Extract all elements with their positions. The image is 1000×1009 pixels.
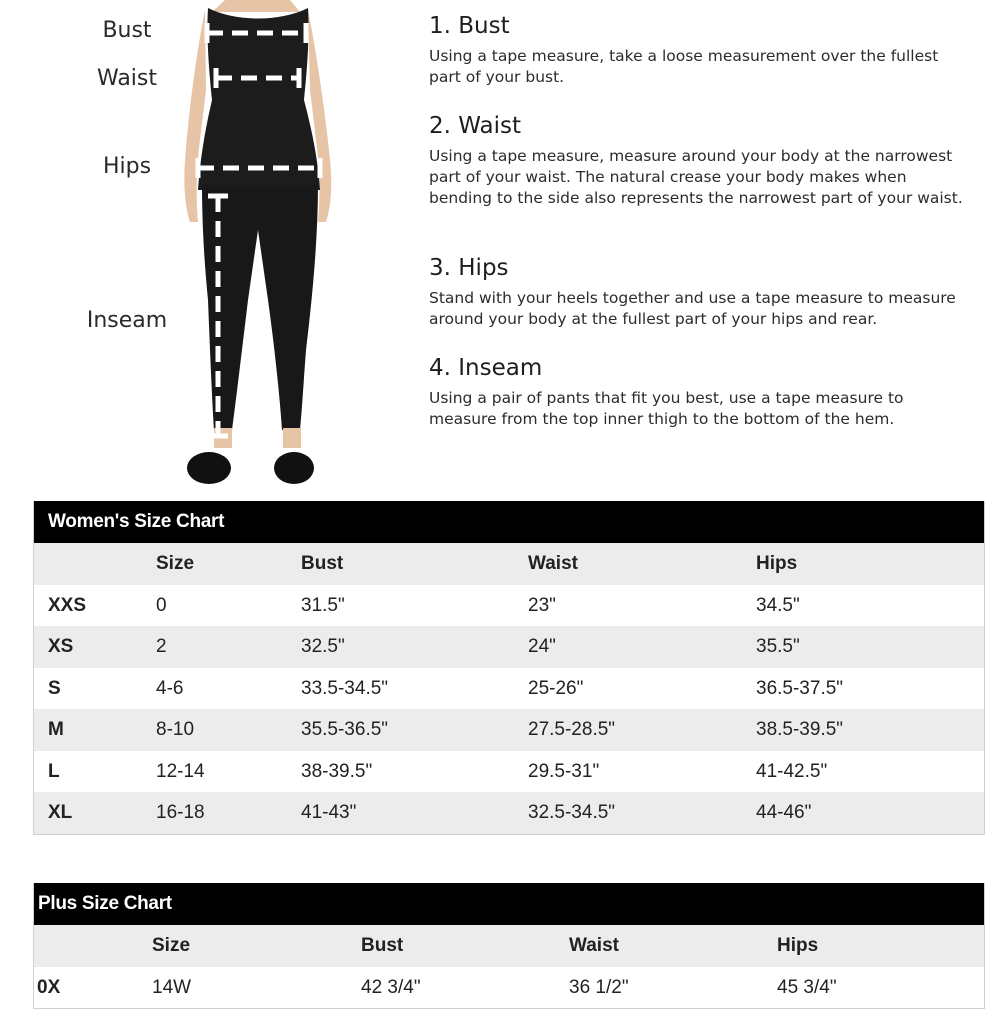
instruction-text: Using a pair of pants that fit you best, use a tape measure to measure from the top inner thigh to the bottom of the hem. — [429, 389, 904, 428]
plus-size-chart — [33, 883, 985, 1009]
instruction-hips — [429, 254, 969, 330]
bust-cell: 42 3/4" — [361, 976, 421, 998]
hips-label: Hips — [102, 154, 152, 179]
instruction-waist — [429, 112, 969, 209]
bust-cell: 31.5" — [301, 594, 345, 616]
table-row — [34, 967, 984, 1009]
bust-cell: 38-39.5" — [301, 760, 373, 782]
table-header-row — [34, 925, 984, 967]
hips-cell: 35.5" — [756, 636, 800, 657]
table-row — [34, 626, 984, 668]
size-cell: 2 — [156, 636, 167, 657]
table-row — [34, 668, 984, 710]
size-cell: 12-14 — [156, 760, 205, 782]
size-cell: 8-10 — [156, 719, 195, 740]
bust-cell: 41-43" — [301, 802, 357, 823]
table-row — [34, 792, 984, 834]
size-cell: 4-6 — [156, 677, 184, 699]
column-header: Hips — [777, 935, 819, 956]
waist-cell: 24" — [528, 636, 556, 657]
instruction-text: Using a tape measure, measure around your body at the narrowest part of your waist. The natural crease your body makes when bending to the side also represents the narrowest part of your waist. — [429, 147, 963, 207]
inseam-label: Inseam — [86, 308, 168, 333]
table-title: Plus Size Chart — [34, 883, 984, 925]
bust-cell: 35.5-36.5" — [301, 719, 389, 740]
instruction-bust — [429, 12, 969, 88]
waist-cell: 29.5-31" — [528, 760, 600, 782]
bust-cell: 32.5" — [301, 636, 345, 657]
waist-label: Waist — [96, 66, 158, 91]
hips-cell: 45 3/4" — [777, 976, 837, 998]
womens-size-chart — [33, 501, 985, 835]
column-header: Waist — [569, 935, 619, 956]
table-header-row — [34, 543, 984, 585]
column-header: Bust — [301, 553, 344, 574]
waist-cell: 27.5-28.5" — [528, 719, 616, 740]
waist-cell: 23" — [528, 594, 556, 616]
size-label-cell: XS — [48, 636, 74, 657]
instruction-title: 3. Hips — [429, 255, 509, 281]
size-label-cell: L — [48, 760, 60, 782]
waist-cell: 25-26" — [528, 677, 584, 699]
size-cell: 14W — [152, 976, 192, 998]
size-cell: 16-18 — [156, 802, 205, 823]
hips-cell: 36.5-37.5" — [756, 677, 844, 699]
size-cell: 0 — [156, 594, 167, 616]
instruction-title: 2. Waist — [429, 113, 522, 139]
column-header: Waist — [528, 553, 578, 574]
model-silhouette-image — [0, 0, 400, 495]
size-label-cell: 0X — [37, 976, 61, 998]
size-label-cell: XL — [48, 802, 73, 823]
instruction-text: Using a tape measure, take a loose measurement over the fullest part of your bust. — [429, 47, 939, 86]
table-row — [34, 585, 984, 627]
waist-cell: 36 1/2" — [569, 976, 629, 998]
instruction-inseam — [429, 354, 969, 430]
instruction-title: 1. Bust — [429, 13, 510, 39]
table-row — [34, 709, 984, 751]
column-header: Bust — [361, 935, 404, 956]
size-label-cell: S — [48, 677, 61, 699]
hips-cell: 41-42.5" — [756, 760, 828, 782]
instruction-title: 4. Inseam — [429, 355, 543, 381]
bust-label: Bust — [102, 18, 152, 43]
table-row — [34, 751, 984, 793]
hips-cell: 38.5-39.5" — [756, 719, 844, 740]
column-header: Size — [156, 553, 195, 574]
hips-cell: 44-46" — [756, 802, 812, 823]
table-title: Women's Size Chart — [34, 501, 984, 543]
measurement-figure — [0, 0, 400, 495]
waist-cell: 32.5-34.5" — [528, 802, 616, 823]
size-label-cell: XXS — [48, 594, 87, 616]
size-label-cell: M — [48, 719, 64, 740]
hips-cell: 34.5" — [756, 594, 800, 616]
bust-cell: 33.5-34.5" — [301, 677, 389, 699]
column-header: Size — [152, 935, 191, 956]
instruction-text: Stand with your heels together and use a tape measure to measure around your body at the fullest part of your hips and rear. — [429, 289, 956, 328]
column-header: Hips — [756, 553, 798, 574]
